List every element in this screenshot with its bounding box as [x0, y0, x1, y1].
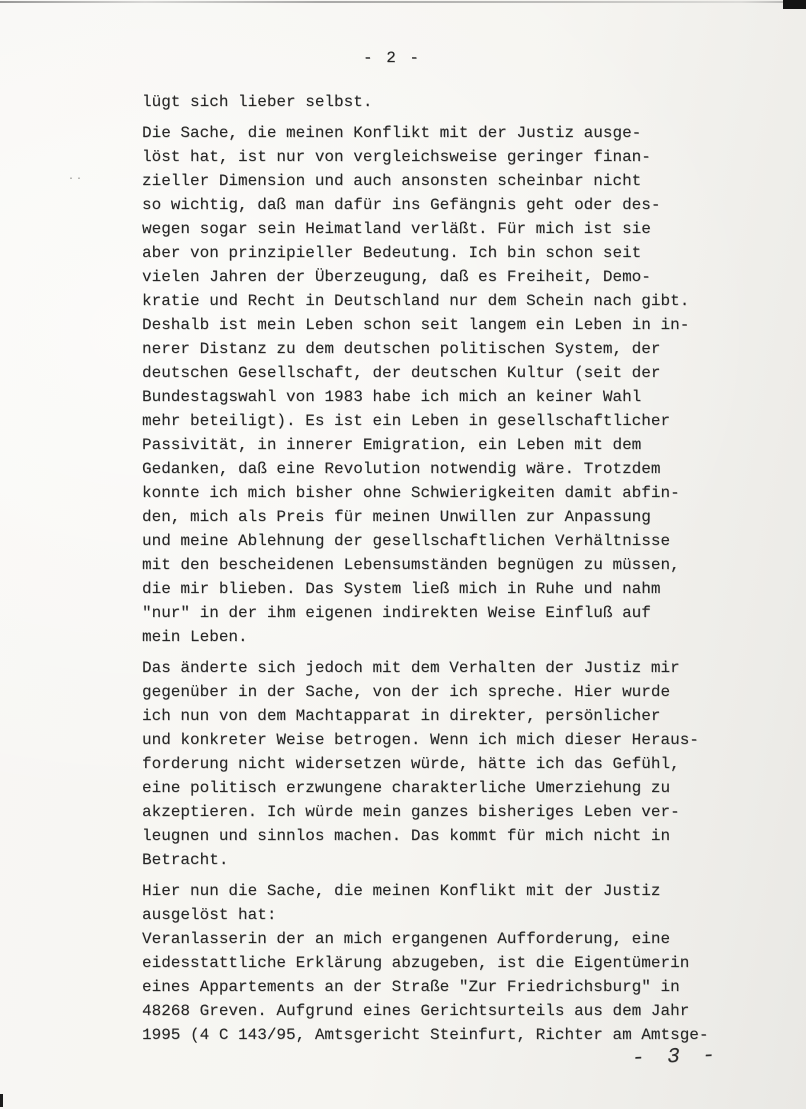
text-line: 48268 Greven. Aufgrund eines Gerichtsurteils aus dem Jahr: [142, 1002, 690, 1020]
text-line: löst hat, ist nur von vergleichsweise geringer finan-: [142, 148, 651, 166]
text-line: mit den bescheidenen Lebensumständen begnügen zu müssen,: [142, 556, 680, 574]
text-line: Bundestagswahl von 1983 habe ich mich an keiner Wahl: [142, 388, 642, 406]
text-line: 1995 (4 C 143/95, Amtsgericht Steinfurt, Richter am Amtsge-: [142, 1026, 709, 1044]
scan-artifact-bottom-left-mark: [0, 1094, 3, 1107]
text-line: ausgelöst hat:: [142, 906, 277, 924]
text-line: deutschen Gesellschaft, der deutschen Kultur (seit der: [142, 364, 661, 382]
text-line: eine politisch erzwungene charakterliche Umerziehung zu: [142, 779, 671, 797]
document-body: [142, 90, 742, 1047]
text-line: akzeptieren. Ich würde mein ganzes bisheriges Leben ver-: [142, 803, 680, 821]
text-line: die mir blieben. Das System ließ mich in Ruhe und nahm: [142, 580, 661, 598]
text-line: eines Appartements an der Straße "Zur Friedrichsburg" in: [142, 978, 680, 996]
text-line: zieller Dimension und auch ansonsten scheinbar nicht: [142, 172, 642, 190]
text-line: aber von prinzipieller Bedeutung. Ich bin schon seit: [142, 244, 642, 262]
text-line: leugnen und sinnlos machen. Das kommt für mich nicht in: [142, 827, 671, 845]
text-line: lügt sich lieber selbst.: [142, 93, 373, 111]
text-line: Gedanken, daß eine Revolution notwendig wäre. Trotzdem: [142, 460, 661, 478]
text-line: Veranlasserin der an mich ergangenen Aufforderung, eine: [142, 930, 671, 948]
paragraph: [142, 90, 742, 114]
text-line: wegen sogar sein Heimatland verläßt. Für mich ist sie: [142, 220, 651, 238]
text-line: eidesstattliche Erklärung abzugeben, ist die Eigentümerin: [142, 954, 690, 972]
text-line: Hier nun die Sache, die meinen Konflikt mit der Justiz: [142, 882, 661, 900]
text-line: mehr beteiligt). Es ist ein Leben in gesellschaftlicher: [142, 412, 671, 430]
text-line: ich nun von dem Machtapparat in direkter, persönlicher: [142, 707, 661, 725]
text-line: forderung nicht widersetzen würde, hätte ich das Gefühl,: [142, 755, 680, 773]
scan-artifact-top-edge-line: [0, 1, 806, 3]
paragraph: [142, 121, 742, 649]
text-line: so wichtig, daß man dafür ins Gefängnis geht oder des-: [142, 196, 661, 214]
text-line: nerer Distanz zu dem deutschen politischen System, der: [142, 340, 661, 358]
text-line: kratie und Recht in Deutschland nur dem Schein nach gibt.: [142, 292, 690, 310]
text-line: vielen Jahren der Überzeugung, daß es Freiheit, Demo-: [142, 268, 651, 286]
scan-artifact-top-right-block: [783, 0, 806, 9]
text-line: mein Leben.: [142, 628, 248, 646]
text-line: gegenüber in der Sache, von der ich spreche. Hier wurde: [142, 683, 671, 701]
text-line: konnte ich mich bisher ohne Schwierigkeiten damit abfin-: [142, 484, 680, 502]
paragraph: [142, 656, 742, 872]
text-line: und konkreter Weise betrogen. Wenn ich mich dieser Heraus-: [142, 731, 699, 749]
scan-artifact-margin-dots: ··: [68, 174, 85, 185]
text-line: Passivität, in innerer Emigration, ein Leben mit dem: [142, 436, 642, 454]
text-line: Die Sache, die meinen Konflikt mit der Justiz ausge-: [142, 124, 642, 142]
text-line: den, mich als Preis für meinen Unwillen zur Anpassung: [142, 508, 651, 526]
text-line: "nur" in der ihm eigenen indirekten Weise Einfluß auf: [142, 604, 651, 622]
text-line: Betracht.: [142, 851, 229, 869]
text-line: und meine Ablehnung der gesellschaftlichen Verhältnisse: [142, 532, 671, 550]
page-number-top: - 2 -: [362, 49, 421, 67]
text-line: Deshalb ist mein Leben schon seit langem ein Leben in in-: [142, 316, 690, 334]
page-number-bottom-handwritten: - 3 -: [631, 1044, 721, 1071]
paragraph: [142, 879, 742, 1047]
text-line: Das änderte sich jedoch mit dem Verhalten der Justiz mir: [142, 659, 680, 677]
